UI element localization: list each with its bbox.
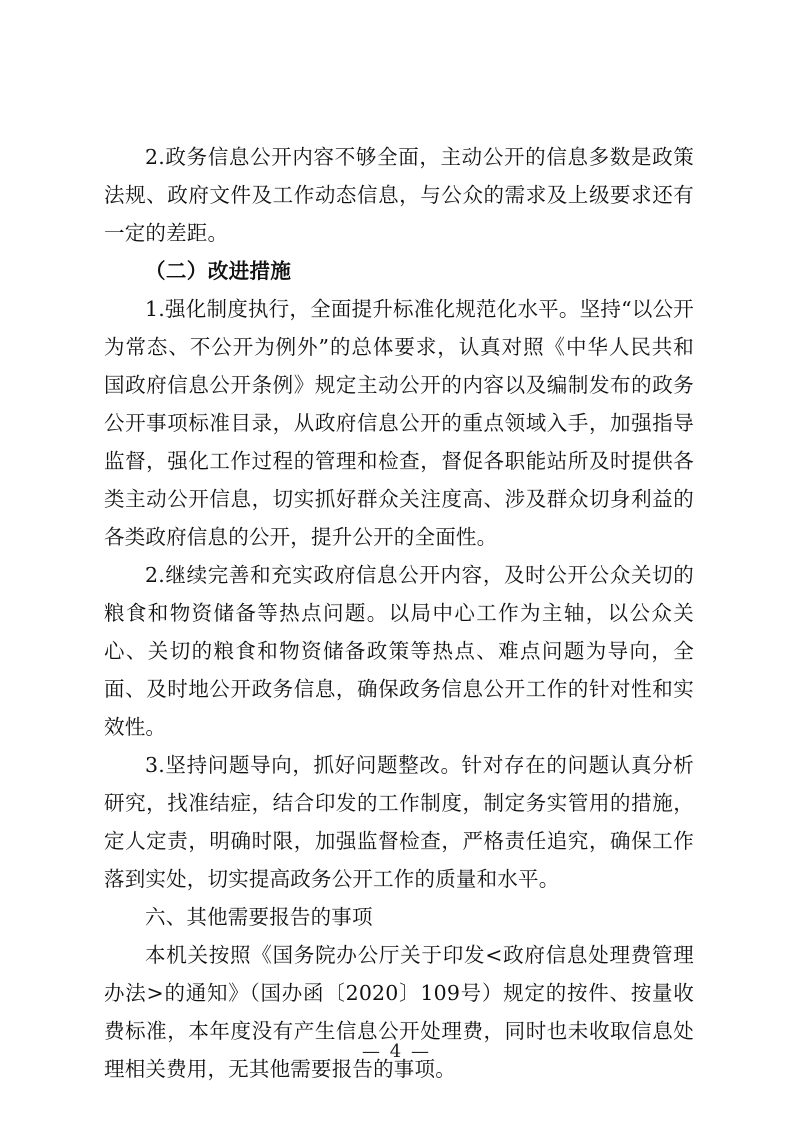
paragraph-issue-2: 2.政务信息公开内容不够全面，主动公开的信息多数是政策法规、政府文件及工作动态信息，与公众的需求及上级要求还有一定的差距。 [104,145,694,245]
paragraph-other-matters: 本机关按照《国务院办公厅关于印发<政府信息处理费管理办法>的通知》（国办函〔2020〕109号）规定的按件、按量收费标准，本年度没有产生信息公开处理费，同时也未收取信息处理相关费用，无其他需要报告的事项。 [104,943,694,1081]
page-number: — 4 — [362,1041,431,1062]
section-heading-other-matters: 六、其他需要报告的事项 [145,905,373,929]
paragraph-measure-1: 1.强化制度执行，全面提升标准化规范化水平。坚持“以公开为常态、不公开为例外”的总体要求，认真对照《中华人民共和国政府信息公开条例》规定主动公开的内容以及编制发布的政务公开事项标准目录，从政府信息公开的重点领域入手，加强指导监督，强化工作过程的管理和检查，督促各职能站所及时提供各类主动公开信息，切实抓好群众关注度高、涉及群众切身利益的各类政府信息的公开，提升公开的全面性。 [104,297,694,549]
paragraph-measure-2: 2.继续完善和充实政府信息公开内容，及时公开公众关切的粮食和物资储备等热点问题。以局中心工作为主轴，以公众关心、关切的粮食和物资储备政策等热点、难点问题为导向，全面、及时地公开政务信息，确保政务信息公开工作的针对性和实效性。 [104,563,694,739]
paragraph-measure-3: 3.坚持问题导向，抓好问题整改。针对存在的问题认真分析研究，找准结症，结合印发的工作制度，制定务实管用的措施，定人定责，明确时限，加强监督检查，严格责任追究，确保工作落到实处，切实提高政务公开工作的质量和水平。 [104,753,694,891]
document-body [104,138,694,1088]
subheading-improvement-measures: （二）改进措施 [145,259,292,283]
